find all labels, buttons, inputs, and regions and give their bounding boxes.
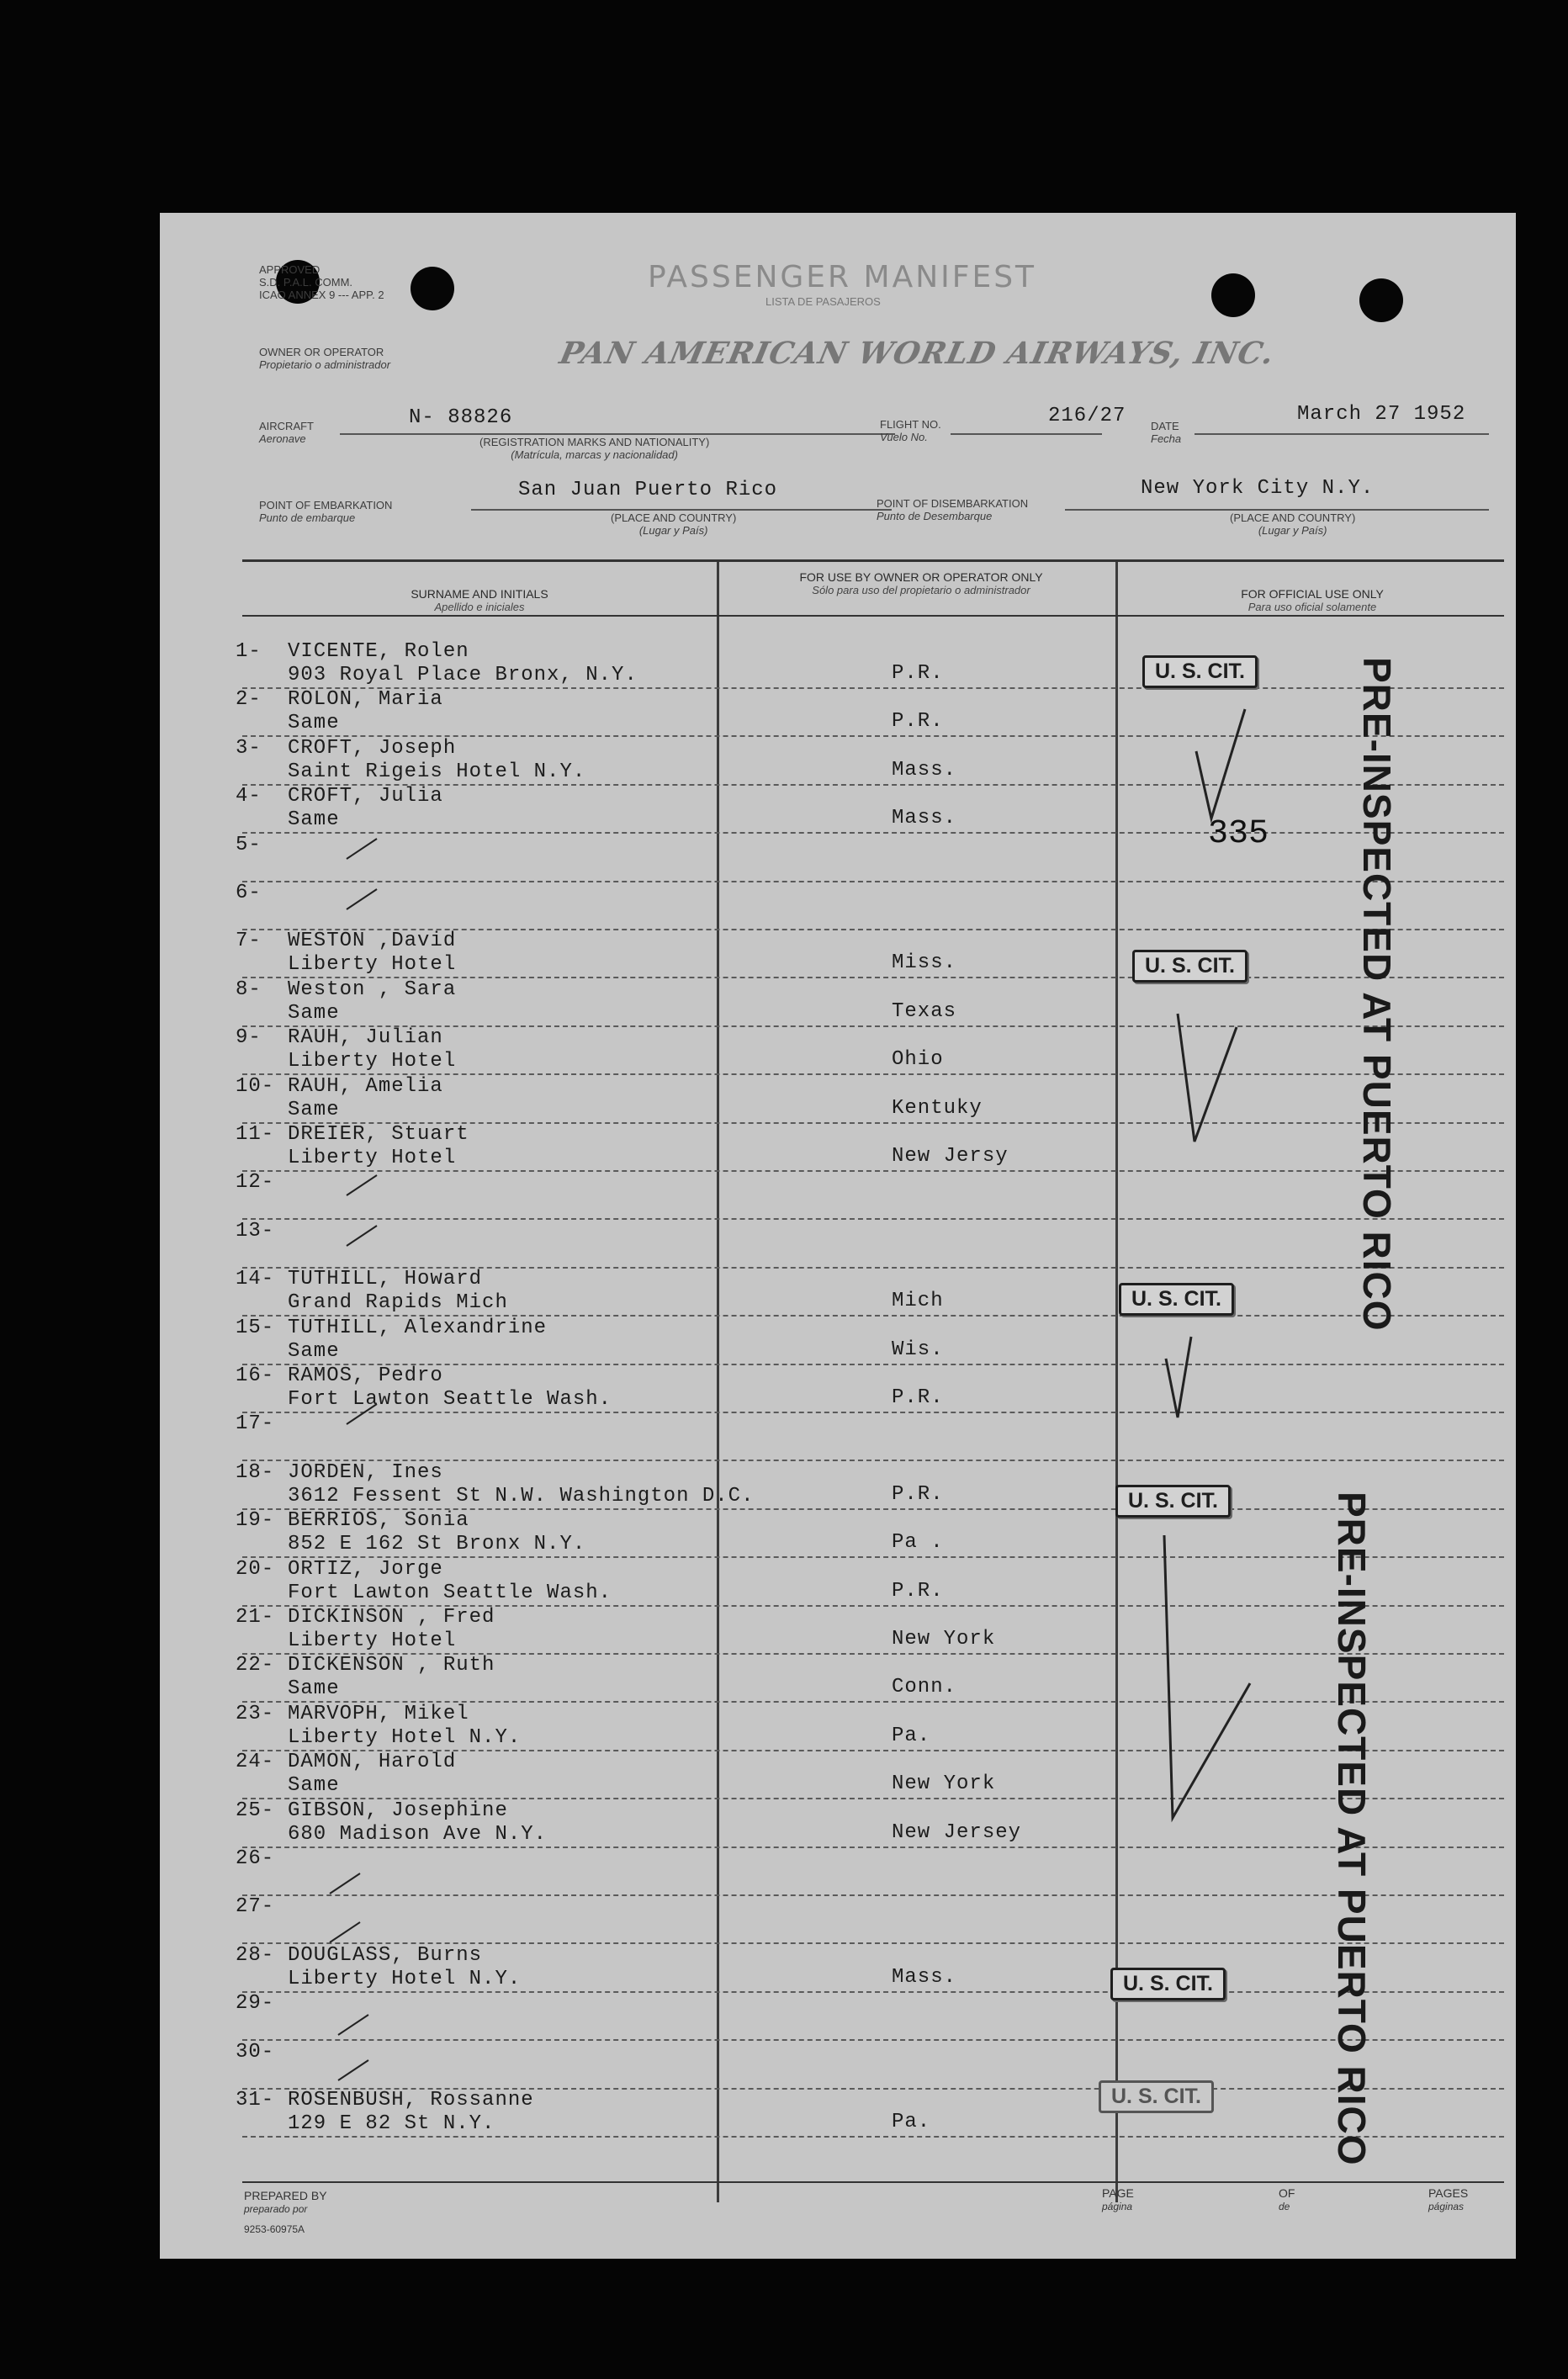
column-header-official: FOR OFFICIAL USE ONLY Para uso oficial solamente — [1241, 587, 1384, 613]
check-mark-icon — [1186, 701, 1253, 827]
passenger-origin: Mass. — [892, 1965, 957, 1989]
row-number: 4- — [236, 785, 262, 808]
row-rule — [242, 1218, 1504, 1220]
passenger-origin: P.R. — [892, 710, 944, 734]
row-number: 9- — [236, 1026, 262, 1050]
row-number: 5- — [236, 833, 262, 856]
blank-slash-icon — [345, 835, 379, 861]
disembark-underline — [1065, 509, 1489, 511]
passenger-origin: Texas — [892, 999, 957, 1023]
date-underline — [1195, 433, 1489, 435]
row-number: 3- — [236, 736, 262, 760]
passenger-address: 852 E 162 St Bronx N.Y. — [288, 1533, 586, 1556]
passenger-address: Saint Rigeis Hotel N.Y. — [288, 760, 586, 783]
passenger-address: 3612 Fessent St N.W. Washington D.C. — [288, 1484, 755, 1507]
blank-slash-icon — [345, 1222, 379, 1248]
us-cit-stamp: U. S. CIT. — [1099, 2080, 1214, 2113]
approval-line: ICAO ANNEX 9 --- APP. 2 — [259, 289, 384, 301]
passenger-origin: Mass. — [892, 758, 957, 782]
passenger-address: Same — [288, 1098, 340, 1121]
passenger-name: BERRIOS, Sonia — [288, 1509, 469, 1533]
passenger-address: Liberty Hotel — [288, 1629, 457, 1652]
check-mark-icon — [1169, 997, 1245, 1148]
passenger-name: DOUGLASS, Burns — [288, 1943, 483, 1967]
passenger-origin: Conn. — [892, 1676, 957, 1699]
aircraft-underline — [340, 433, 895, 435]
passenger-name: DREIER, Stuart — [288, 1123, 469, 1146]
passenger-name: ORTIZ, Jorge — [288, 1557, 443, 1581]
passenger-address: Grand Rapids Mich — [288, 1291, 508, 1315]
passenger-address: Fort Lawton Seattle Wash. — [288, 1581, 612, 1604]
row-rule — [242, 1991, 1504, 1993]
passenger-address: Same — [288, 1774, 340, 1798]
row-number: 28- — [236, 1943, 275, 1967]
passenger-origin: P.R. — [892, 662, 944, 685]
passenger-address: Liberty Hotel N.Y. — [288, 1967, 522, 1990]
preinspected-stamp: PRE-INSPECTED AT PUERTO RICO — [1355, 657, 1399, 1332]
row-number: 27- — [236, 1895, 275, 1919]
aircraft-value: N- 88826 — [409, 406, 513, 429]
check-mark-icon — [1157, 1518, 1258, 1830]
passenger-origin: Pa. — [892, 2111, 931, 2133]
prepared-by-label: PREPARED BY preparado por — [244, 2189, 327, 2215]
form-subtitle: LISTA DE PASAJEROS — [765, 295, 881, 308]
row-rule — [242, 2039, 1504, 2041]
passenger-origin: New York — [892, 1772, 996, 1796]
punch-hole — [411, 267, 454, 310]
row-number: 6- — [236, 882, 262, 904]
row-number: 21- — [236, 1606, 275, 1629]
passenger-origin: New Jersy — [892, 1145, 1009, 1168]
row-number: 13- — [236, 1219, 275, 1242]
embark-place-note: (PLACE AND COUNTRY) (Lugar y País) — [611, 511, 737, 537]
row-rule — [242, 832, 1504, 834]
column-divider — [717, 562, 719, 2202]
passenger-name: TUTHILL, Howard — [288, 1268, 483, 1291]
passenger-name: TUTHILL, Alexandrine — [288, 1316, 548, 1339]
registration-note: (REGISTRATION MARKS AND NATIONALITY) (Matrícula, marcas y nacionalidad) — [479, 436, 710, 461]
blank-slash-icon — [345, 1401, 379, 1426]
row-rule — [242, 881, 1504, 882]
passenger-address: Fort Lawton Seattle Wash. — [288, 1388, 612, 1411]
row-number: 14- — [236, 1268, 275, 1291]
row-number: 11- — [236, 1123, 275, 1146]
us-cit-stamp: U. S. CIT. — [1115, 1485, 1231, 1518]
passenger-origin: P.R. — [892, 1579, 944, 1603]
passenger-name: MARVOPH, Mikel — [288, 1702, 469, 1725]
check-mark-icon — [1157, 1325, 1208, 1426]
passenger-name: WESTON ,David — [288, 930, 457, 953]
header-bottom-rule — [242, 615, 1504, 617]
passenger-address: Liberty Hotel — [288, 1147, 457, 1169]
blank-slash-icon — [328, 1870, 362, 1895]
of-label: OF de — [1279, 2186, 1295, 2212]
passenger-name: VICENTE, Rolen — [288, 640, 469, 663]
form-code: 9253-60975A — [244, 2223, 305, 2235]
passenger-address: Same — [288, 712, 340, 735]
passenger-address: Same — [288, 1001, 340, 1025]
row-rule — [242, 2136, 1504, 2138]
manifest-sheet — [160, 213, 1516, 2259]
passenger-address: 680 Madison Ave N.Y. — [288, 1822, 548, 1846]
us-cit-stamp: U. S. CIT. — [1110, 1968, 1226, 2000]
flight-value: 216/27 — [1048, 405, 1126, 427]
pages-label: PAGES páginas — [1428, 2186, 1469, 2212]
passenger-origin: New York — [892, 1628, 996, 1650]
passenger-name: JORDEN, Ines — [288, 1460, 443, 1484]
date-value: March 27 1952 — [1297, 403, 1466, 426]
table-bottom-rule — [242, 2181, 1504, 2183]
passenger-name: Weston , Sara — [288, 978, 457, 1001]
row-number: 2- — [236, 688, 262, 712]
passenger-name: GIBSON, Josephine — [288, 1799, 508, 1822]
row-number: 10- — [236, 1074, 275, 1098]
owner-label: OWNER OR OPERATOR Propietario o administrador — [259, 346, 391, 371]
row-number: 25- — [236, 1799, 275, 1822]
row-number: 19- — [236, 1509, 275, 1533]
form-title: PASSENGER MANIFEST — [648, 260, 1037, 294]
row-rule — [242, 1894, 1504, 1896]
passenger-address: Liberty Hotel N.Y. — [288, 1725, 522, 1749]
passenger-address: Liberty Hotel — [288, 953, 457, 977]
blank-slash-icon — [328, 1919, 362, 1944]
passenger-name: CROFT, Joseph — [288, 736, 457, 760]
disembark-place-note: (PLACE AND COUNTRY) (Lugar y País) — [1230, 511, 1356, 537]
row-number: 7- — [236, 930, 262, 953]
passenger-name: CROFT, Julia — [288, 785, 443, 808]
passenger-origin: Mich — [892, 1290, 944, 1313]
row-number: 20- — [236, 1557, 275, 1581]
disembark-value: New York City N.Y. — [1141, 477, 1375, 500]
passenger-address: Same — [288, 1339, 340, 1363]
column-header-owner: FOR USE BY OWNER OR OPERATOR ONLY Sólo para uso del propietario o administrador — [799, 570, 1043, 596]
passenger-origin: New Jersey — [892, 1820, 1022, 1844]
row-number: 17- — [236, 1412, 275, 1436]
passenger-origin: Wis. — [892, 1338, 944, 1361]
row-number: 29- — [236, 1992, 275, 2016]
embark-underline — [471, 509, 892, 511]
row-rule — [242, 1847, 1504, 1848]
passenger-origin: Kentuky — [892, 1096, 983, 1120]
passenger-address: 903 Royal Place Bronx, N.Y. — [288, 664, 638, 686]
passenger-name: RAUH, Amelia — [288, 1074, 443, 1098]
blank-slash-icon — [345, 886, 379, 911]
flight-label: FLIGHT NO. Vuelo No. — [880, 418, 941, 443]
column-divider — [1115, 562, 1118, 2202]
passenger-origin: Ohio — [892, 1048, 944, 1072]
passenger-name: ROSENBUSH, Rossanne — [288, 2089, 534, 2111]
embark-label: POINT OF EMBARKATION Punto de embarque — [259, 499, 393, 524]
disembark-label: POINT OF DISEMBARKATION Punto de Desembarque — [877, 497, 1029, 522]
passenger-address: 129 E 82 St N.Y. — [288, 2112, 495, 2135]
passenger-name: DICKENSON , Ruth — [288, 1654, 495, 1677]
passenger-address: Same — [288, 1677, 340, 1701]
inspection-number: 335 — [1208, 815, 1269, 853]
row-rule — [242, 1412, 1504, 1413]
row-number: 18- — [236, 1460, 275, 1484]
passenger-origin: Pa. — [892, 1724, 931, 1747]
row-number: 12- — [236, 1171, 275, 1195]
aircraft-label: AIRCRAFT Aeronave — [259, 420, 314, 445]
column-header-name: SURNAME AND INITIALS Apellido e iniciales — [411, 587, 548, 613]
row-number: 15- — [236, 1316, 275, 1339]
passenger-name: RAMOS, Pedro — [288, 1364, 443, 1387]
page-label: PAGE página — [1102, 2186, 1134, 2212]
row-number: 26- — [236, 1847, 275, 1870]
passenger-origin: Mass. — [892, 807, 957, 830]
flight-underline — [951, 433, 1102, 435]
row-number: 30- — [236, 2040, 275, 2064]
passenger-address: Liberty Hotel — [288, 1050, 457, 1073]
passenger-address: Same — [288, 808, 340, 832]
row-number: 8- — [236, 978, 262, 1001]
table-top-rule — [242, 559, 1504, 562]
blank-slash-icon — [345, 1172, 379, 1197]
passenger-origin: Pa . — [892, 1531, 944, 1555]
row-number: 24- — [236, 1751, 275, 1774]
us-cit-stamp: U. S. CIT. — [1119, 1283, 1234, 1316]
punch-hole — [1211, 273, 1255, 317]
passenger-origin: P.R. — [892, 1386, 944, 1409]
preinspected-stamp: PRE-INSPECTED AT PUERTO RICO — [1330, 1492, 1374, 2166]
blank-slash-icon — [336, 2011, 370, 2037]
approval-line: APPROVED — [259, 263, 320, 276]
blank-slash-icon — [336, 2057, 370, 2082]
row-number: 22- — [236, 1654, 275, 1677]
passenger-name: RAUH, Julian — [288, 1026, 443, 1050]
row-number: 16- — [236, 1364, 275, 1387]
owner-value: PAN AMERICAN WORLD AIRWAYS, INC. — [556, 336, 1279, 371]
passenger-name: DAMON, Harold — [288, 1751, 457, 1774]
punch-hole — [1359, 278, 1403, 322]
row-number: 31- — [236, 2089, 275, 2111]
passenger-origin: Miss. — [892, 951, 957, 975]
row-rule — [242, 1170, 1504, 1172]
passenger-name: DICKINSON , Fred — [288, 1606, 495, 1629]
row-number: 1- — [236, 640, 262, 663]
us-cit-stamp: U. S. CIT. — [1132, 950, 1248, 983]
passenger-name: ROLON, Maria — [288, 688, 443, 712]
date-label: DATE Fecha — [1151, 420, 1182, 445]
approval-line: S.D. P.A.L. COMM. — [259, 276, 353, 289]
passenger-origin: P.R. — [892, 1482, 944, 1506]
us-cit-stamp: U. S. CIT. — [1142, 655, 1258, 688]
embark-value: San Juan Puerto Rico — [518, 479, 778, 501]
row-number: 23- — [236, 1702, 275, 1725]
